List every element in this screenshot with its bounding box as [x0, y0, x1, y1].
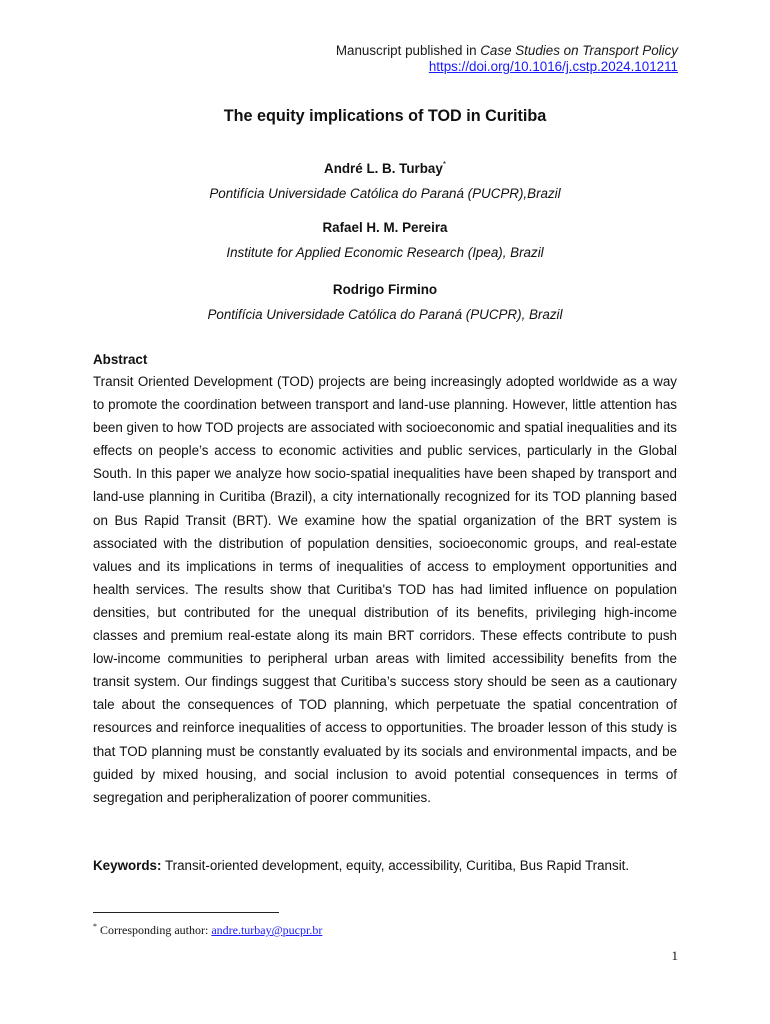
author-affiliation: Institute for Applied Economic Research (Ipea), Brazil — [226, 245, 544, 260]
author-affiliation: Pontifícia Universidade Católica do Paraná (PUCPR),Brazil — [209, 186, 561, 201]
publication-note — [336, 43, 678, 75]
author-affiliation: Pontifícia Universidade Católica do Paraná (PUCPR), Brazil — [207, 307, 563, 322]
author-block-2 — [0, 220, 770, 261]
footnote — [93, 919, 322, 938]
corresponding-mark: * — [442, 160, 446, 169]
keywords-label: Keywords: — [93, 858, 162, 873]
doi-link[interactable]: https://doi.org/10.1016/j.cstp.2024.101211 — [428, 59, 678, 74]
author-name: Rodrigo Firmino — [332, 282, 438, 297]
footnote-divider — [93, 912, 279, 913]
keywords-line — [93, 857, 677, 875]
publication-prefix: Manuscript published in — [335, 43, 481, 58]
footnote-label: Corresponding author: — [97, 923, 212, 937]
author-block-1 — [0, 157, 770, 202]
email-link[interactable]: andre.turbay@pucpr.br — [211, 923, 323, 937]
author-name: André L. B. Turbay* — [324, 160, 446, 176]
journal-name: Case Studies on Transport Policy — [480, 43, 678, 58]
keywords-text: Transit-oriented development, equity, accessibility, Curitiba, Bus Rapid Transit. — [161, 858, 630, 873]
abstract-section — [93, 351, 677, 809]
publication-line — [336, 43, 678, 59]
page-number: 1 — [671, 948, 678, 963]
abstract-text: Transit Oriented Development (TOD) projects are being increasingly adopted worldwide as a way to promote the coordination between transport and land-use planning. However, little attention has been given to how TOD projects are associated with socioeconomic and spatial inequalities and its effects on people’s access to economic activities and public services, particularly in the Global South. In this paper we analyze how socio-spatial inequalities have been shaped by transport and land-use planning in Curitiba (Brazil), a city internationally recognized for its TOD planning based on Bus Rapid Transit (BRT). We examine how the spatial organization of the BRT system is associated with the distribution of population densities, socioeconomic groups, and real-estate values and its implications in terms of inequalities of access to employment opportunities and health services. The results show that Curitiba's TOD has had limited influence on population densities, but contributed for the unequal distribution of its benefits, privileging high-income classes and premium real-estate along its main BRT corridors. These effects contribute to push low-income communities to peripheral urban areas with limited accessibility benefits from the transit system. Our findings suggest that Curitiba’s success story should be seen as a cautionary tale about the consequences of TOD planning, which perpetuate the spatial concentration of resources and reinforce inequalities of access to opportunities. The broader lesson of this study is that TOD planning must be constantly evaluated by its socials and environmental impacts, and be guided by mixed housing, and social inclusion to avoid potential consequences in terms of segregation and peripheralization of poorer communities. — [93, 374, 677, 805]
footnote-mark: * — [93, 922, 97, 931]
author-block-3 — [0, 282, 770, 323]
author-name: Rafael H. M. Pereira — [322, 220, 448, 235]
paper-title: The equity implications of TOD in Curitiba — [223, 107, 547, 125]
abstract-heading: Abstract — [93, 352, 148, 367]
